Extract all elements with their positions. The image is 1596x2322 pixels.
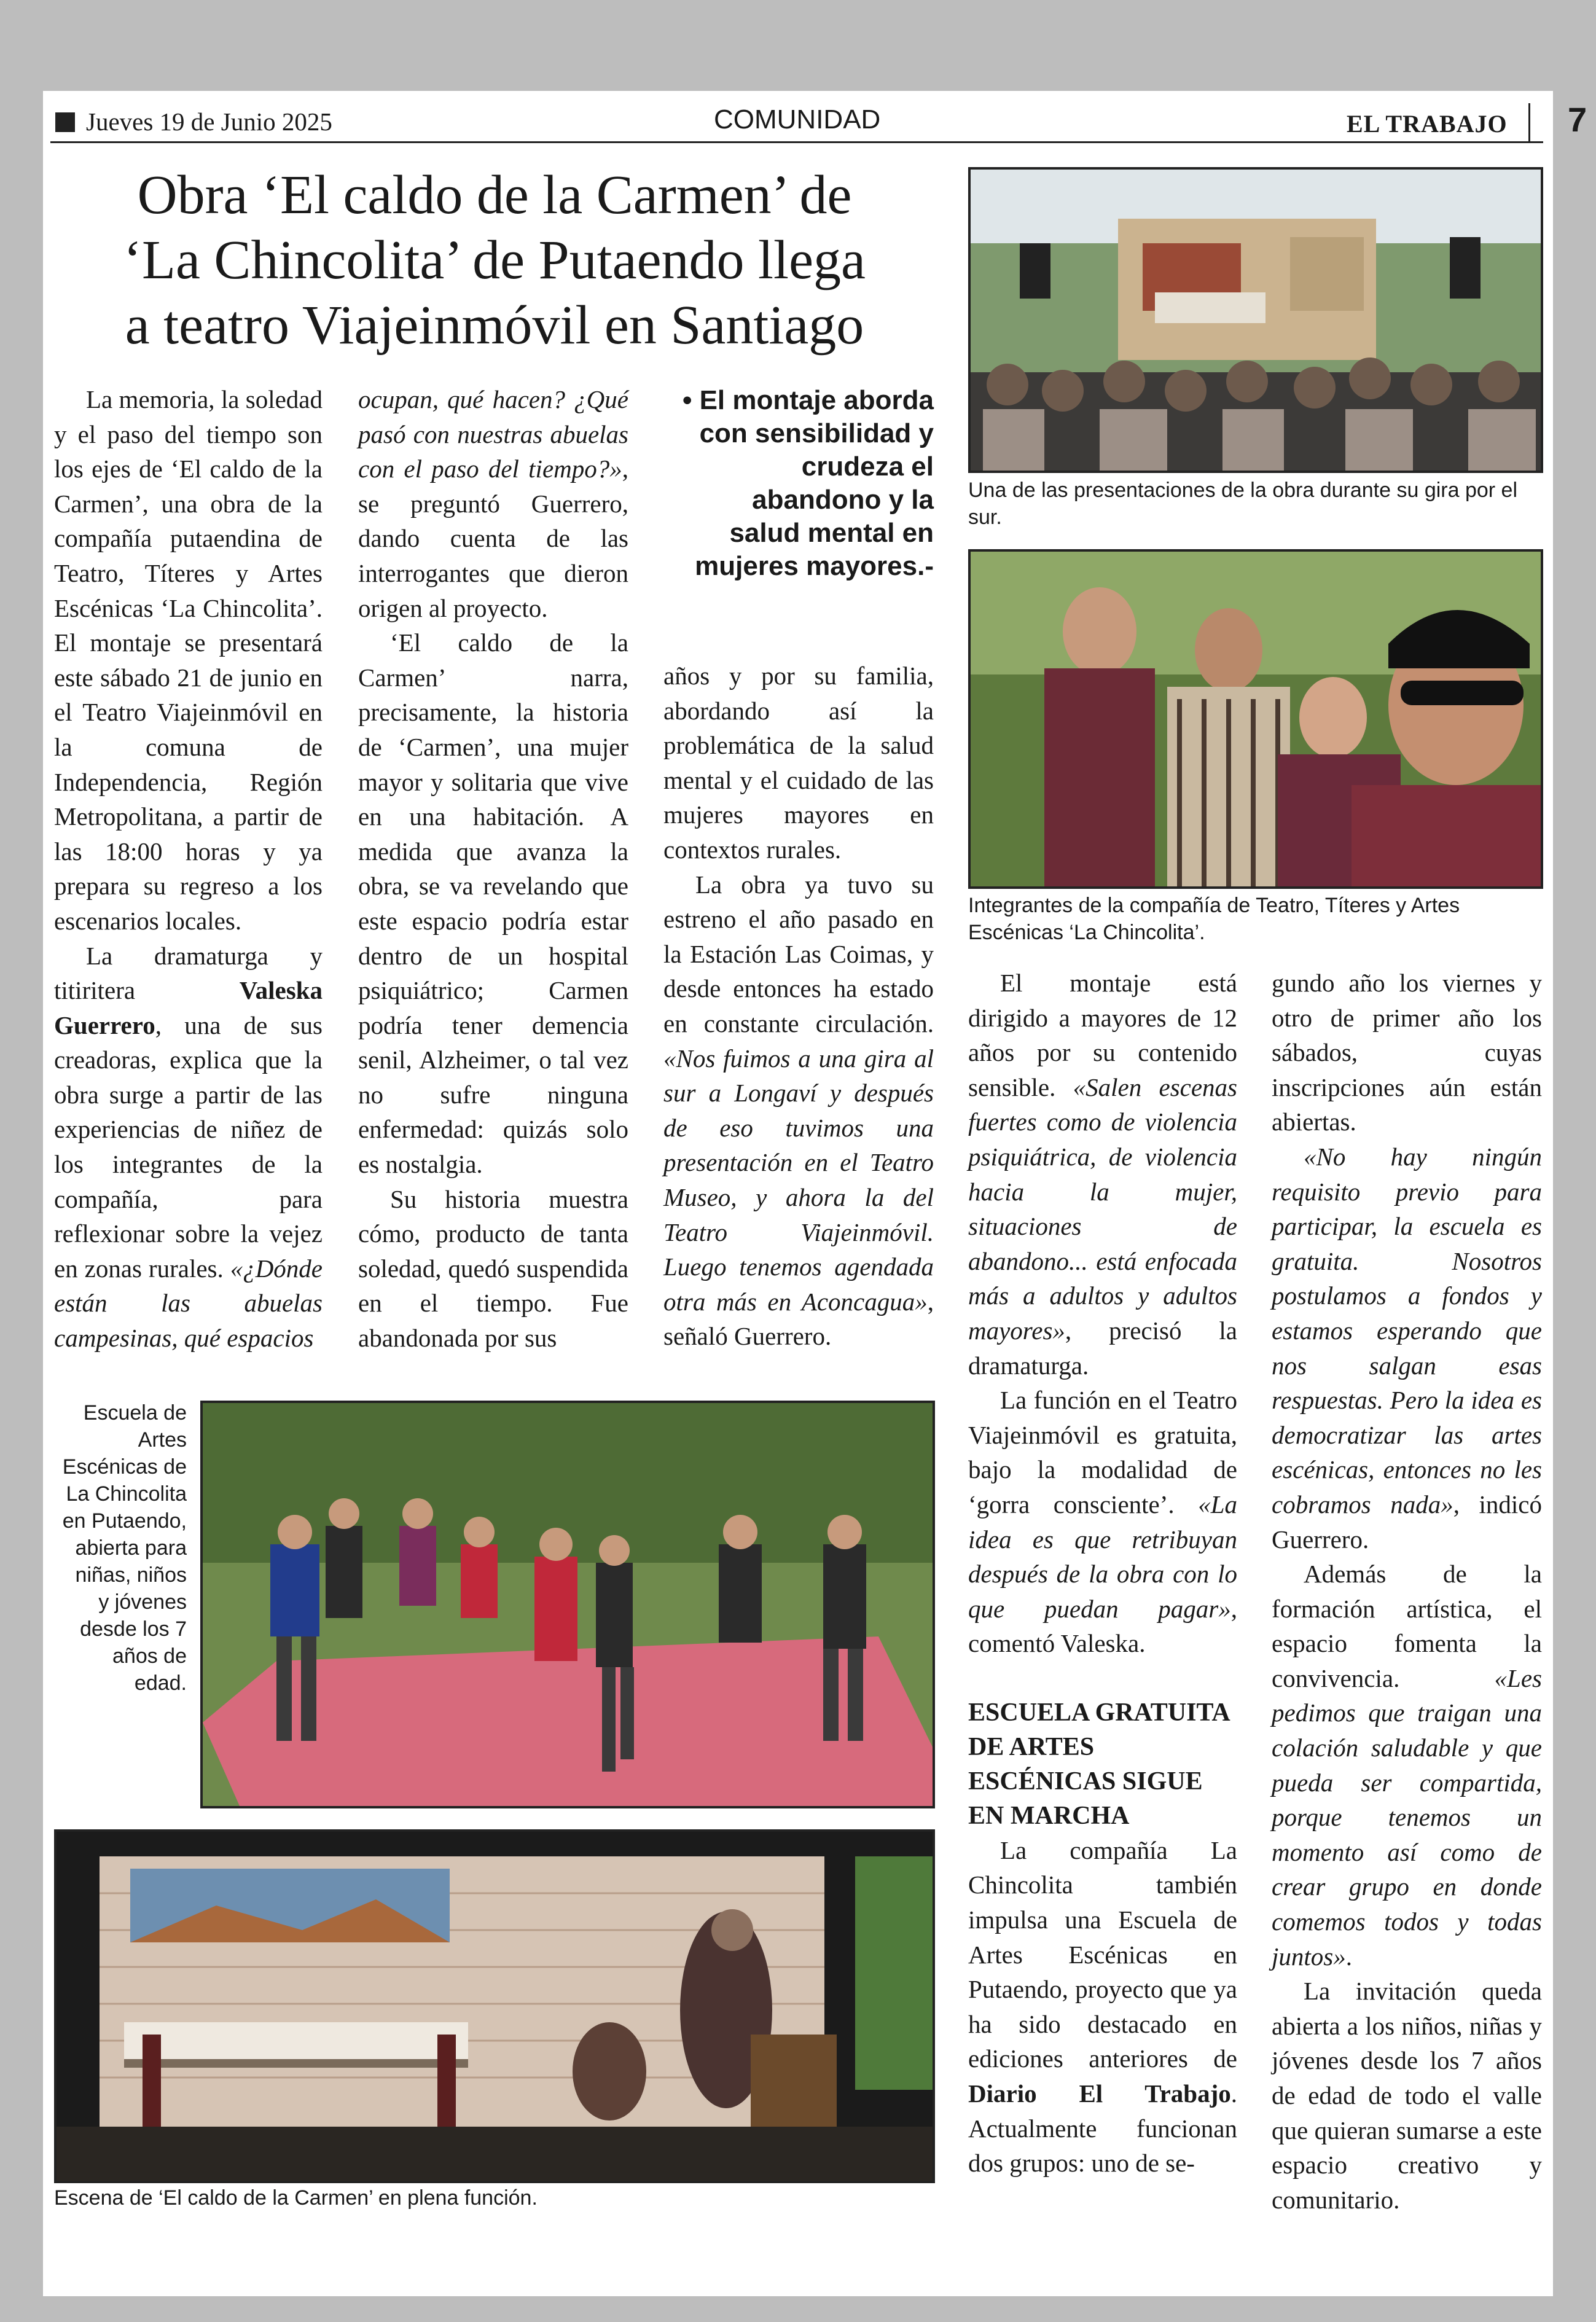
page-header: [50, 100, 1587, 143]
students-on-mat-image: [203, 1403, 933, 1806]
newspaper-name-bold: Diario El Trabajo: [968, 2079, 1231, 2108]
paragraph: ‘El caldo de la Carmen’ narra, precisamente, la historia de ‘Carmen’, una mujer mayor y solitaria que vive en una habitación. A medida que avanza la obra, se va revelando que este espacio podría estar dentro de un hospital psiquiátrico; Carmen podría tener demencia senil, Alzheimer, o tal vez no sufre ninguna enfermedad: quizás solo es nostalgia.: [358, 628, 628, 1179]
article-column-5: [1272, 966, 1542, 2217]
quote: «Salen escenas fuertes como de violencia psiquiátrica, de violencia hacia la mujer, situaciones de abandono... está enfocada más a adultos y adultos mayores»: [968, 1073, 1237, 1345]
paragraph: La invitación queda abierta a los niños, niñas y jóvenes desde los 7 años de edad de todo el valle que quieran sumarse a este espacio creativo y comunitario.: [1272, 1977, 1542, 2214]
photo-company-members: [968, 549, 1543, 889]
subheading: ESCUELA GRATUITA DE ARTES ESCÉNICAS SIGUE EN MARCHA: [968, 1698, 1229, 1830]
outdoor-audience-image: [971, 170, 1541, 471]
paragraph: ocupan, qué hacen? ¿Qué pasó con nuestras abuelas con el paso del tiempo?», se preguntó Guerrero, dando cuenta de las interrogantes que dieron origen al proyecto.: [358, 385, 628, 622]
article-column-3: [663, 659, 934, 1354]
caption-school: Escuela de Artes Escénicas de La Chincolita en Putaendo, abierta para niñas, niños y jóvenes desde los 7 años de edad.: [62, 1401, 187, 1695]
paragraph: «No hay ningún requisito previo para participar, la escuela es gratuita. Nosotros postulamos a fondos y estamos esperando que nos salgan esas respuestas. Pero la idea es democratizar las artes escénicas, entonces no les cobramos nada», indicó Guerrero.: [1272, 1142, 1543, 1554]
paragraph: gundo año los viernes y otro de primer año los sábados, cuyas inscripciones aún están abiertas.: [1272, 969, 1542, 1136]
paragraph: La compañía La Chincolita también impulsa una Escuela de Artes Escénicas en Putaendo, proyecto que ya ha sido destacado en ediciones anteriores de Diario El Trabajo. Actualmente funcionan dos grupos: uno de se-: [968, 1835, 1237, 2178]
article-column-4: [968, 966, 1237, 2181]
article-headline: [61, 163, 928, 358]
section-name: COMUNIDAD: [714, 104, 881, 135]
quote: «Les pedimos que traigan una colación saludable y que pueda ser compartida, porque tenemos un momento así como de crear grupo en donde comemos todos y todas juntos»: [1272, 1663, 1542, 1971]
person-name: Valeska Guerrero: [54, 976, 323, 1039]
quote: ocupan, qué hacen? ¿Qué pasó con nuestras abuelas con el paso del tiempo?»: [358, 385, 628, 483]
article-column-2: [358, 382, 628, 1356]
pull-quote: • El montaje aborda con sensibilidad y crudeza el abandono y la salud mental en mujeres mayores.-: [682, 385, 934, 581]
quote: «Nos fuimos a una gira al sur a Longaví y después de eso tuvimos una presentación en el Teatro Museo, y ahora la del Teatro Viajeinmóvil. Luego tenemos agendada otra más en Aconcagua»: [663, 1044, 934, 1316]
paragraph: años y por su familia, abordando así la problemática de la salud mental y el cuidado de las mujeres mayores en contextos rurales.: [663, 662, 934, 864]
header-square-icon: [55, 112, 75, 132]
page-number: 7: [1568, 100, 1587, 139]
paragraph: La obra ya tuvo su estreno el año pasado en la Estación Las Coimas, y desde entonces ha estado en constante circulación. «Nos fuimos a una gira al sur a Longaví y después de eso tuvimos una presentación en el Teatro Museo, y ahora la del Teatro Viajeinmóvil. Luego tenemos agendada otra más en Aconcagua», señaló Guerrero.: [663, 870, 934, 1351]
caption-members: Integrantes de la compañía de Teatro, Títeres y Artes Escénicas ‘La Chincolita’.: [968, 894, 1460, 944]
paragraph: Además de la formación artística, el espacio fomenta la convivencia. «Les pedimos que traigan una colación saludable y que pueda ser compartida, porque tenemos un momento así como de crear grupo en donde comemos todos y todas juntos».: [1272, 1560, 1542, 1971]
quote: «No hay ningún requisito previo para participar, la escuela es gratuita. Nosotros postulamos a fondos y estamos esperando que nos salgan esas respuestas. Pero la idea es democratizar las artes escénicas, entonces no les cobramos nada»: [1272, 1142, 1542, 1519]
quote: «La idea es que retribuyan después de la obra con lo que puedan pagar»: [968, 1490, 1237, 1623]
issue-date: Jueves 19 de Junio 2025: [86, 108, 332, 136]
paragraph: La memoria, la soledad y el paso del tiempo son los ejes de ‘El caldo de la Carmen’, una obra de la compañía putaendina de Teatro, Títeres y Artes Escénicas ‘La Chincolita’. El montaje se presentará este sábado 21 de junio en el Teatro Viajeinmóvil en la comuna de Independencia, Región Metropolitana, a partir de las 18:00 horas y ya prepara su regreso a los escenarios locales.: [54, 385, 323, 935]
caption-tour: Una de las presentaciones de la obra durante su gira por el sur.: [968, 479, 1518, 529]
photo-tour-presentation: [968, 167, 1543, 473]
headline-line-3: a teatro Viajeinmóvil en Santiago: [125, 295, 864, 356]
paragraph: La dramaturga y titiritera Valeska Guerrero, una de sus creadoras, explica que la obra surge a partir de las experiencias de niñez de los integrantes de la compañía, para reflexionar sobre la vejez en zonas rurales. «¿Dónde están las abuelas campesinas, qué espacios: [54, 941, 323, 1353]
header-divider: [1528, 103, 1530, 141]
group-selfie-image: [971, 552, 1541, 886]
headline-line-2: ‘La Chincolita’ de Putaendo llega: [123, 230, 866, 291]
photo-scene: [54, 1829, 935, 2183]
paragraph: Su historia muestra cómo, producto de tanta soledad, quedó suspendida en el tiempo. Fue abandonada por sus: [358, 1184, 628, 1353]
headline-line-1: Obra ‘El caldo de la Carmen’ de: [137, 165, 852, 225]
quote: «¿Dónde están las abuelas campesinas, qué espacios: [54, 1254, 323, 1353]
paragraph: La función en el Teatro Viajeinmóvil es gratuita, bajo la modalidad de ‘gorra consciente’. «La idea es que retribuyan después de la obra con lo que puedan pagar», comentó Valeska.: [968, 1386, 1237, 1658]
article-column-1: [54, 382, 323, 1356]
theatre-scene-image: [57, 1832, 933, 2181]
paragraph: El montaje está dirigido a mayores de 12 años por su contenido sensible. «Salen escenas fuertes como de violencia psiquiátrica, de violencia hacia la mujer, situaciones de abandono... está enfocada más a adultos y adultos mayores», precisó la dramaturga.: [968, 969, 1237, 1380]
caption-scene: Escena de ‘El caldo de la Carmen’ en plena función.: [54, 2186, 538, 2210]
newspaper-name: EL TRABAJO: [1347, 110, 1508, 138]
photo-school: [200, 1401, 935, 1808]
